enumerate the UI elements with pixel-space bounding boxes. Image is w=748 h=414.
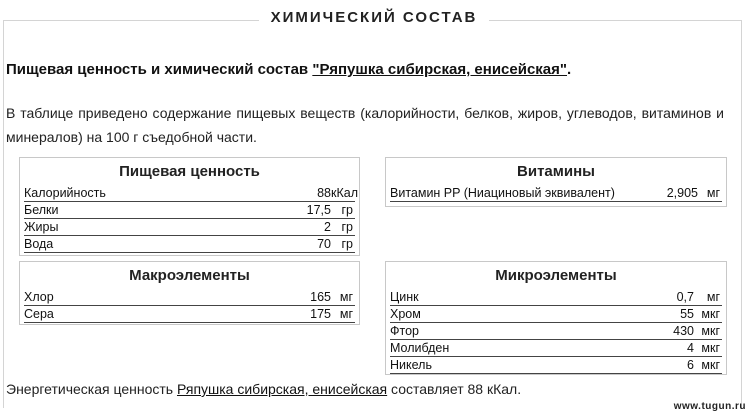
nutrient-name: Белки <box>24 203 59 217</box>
vitamins-table <box>385 157 727 207</box>
nutrient-unit: мкг <box>701 358 720 372</box>
nutrient-value: 0,7 <box>676 290 694 304</box>
nutrient-value: 6 <box>687 358 694 372</box>
nutrient-value: 17,5 <box>306 203 331 217</box>
nutrient-value: 88 <box>317 186 331 200</box>
product-link[interactable]: "Ряпушка сибирская, енисейская" <box>312 61 567 78</box>
macro-title: Макроэлементы <box>129 267 250 284</box>
nutrient-name: Хлор <box>24 290 54 304</box>
vitamins-row <box>390 185 722 202</box>
nutrient-name: Вода <box>24 237 54 251</box>
vitamins-title: Витамины <box>517 163 595 180</box>
micro-title: Микроэлементы <box>495 267 617 284</box>
macro-row <box>24 289 355 306</box>
nutrition-row <box>24 219 355 236</box>
nutrient-amount <box>687 357 722 373</box>
nutrient-name: Никель <box>390 358 432 372</box>
nutrient-amount <box>673 323 722 339</box>
nutrient-value: 55 <box>680 307 694 321</box>
nutrition-row <box>24 236 355 253</box>
nutrition-title: Пищевая ценность <box>119 163 260 180</box>
nutrient-unit: мкг <box>701 341 720 355</box>
nutrient-amount <box>317 185 358 201</box>
nutrient-value: 165 <box>310 290 331 304</box>
nutrient-name: Молибден <box>390 341 450 355</box>
micro-row <box>390 340 722 357</box>
nutrient-amount <box>687 340 722 356</box>
nutrient-unit: мкг <box>701 307 720 321</box>
footer-product-link[interactable]: Ряпушка сибирская, енисейская <box>176 381 388 397</box>
nutrient-unit: гр <box>341 237 353 251</box>
site-watermark: www.tugun.ru <box>673 401 746 412</box>
nutrient-unit: гр <box>341 220 353 234</box>
nutrient-value: 175 <box>310 307 331 321</box>
nutrient-name: Калорийность <box>24 186 106 200</box>
nutrient-unit: мкг <box>701 324 720 338</box>
nutrition-row <box>24 202 355 219</box>
nutrient-name: Цинк <box>390 290 419 304</box>
nutrient-unit: гр <box>341 203 353 217</box>
micro-table <box>385 261 727 375</box>
nutrient-unit: мг <box>339 307 353 321</box>
micro-row <box>390 323 722 340</box>
nutrition-row <box>24 185 358 202</box>
nutrition-table <box>19 157 360 256</box>
nutrient-unit: кКал <box>331 186 358 200</box>
nutrient-value: 430 <box>673 324 694 338</box>
nutrient-unit: мг <box>339 290 353 304</box>
micro-row <box>390 289 722 306</box>
section-title: ХИМИЧЕСКИЙ СОСТАВ <box>0 9 748 26</box>
micro-row <box>390 306 722 323</box>
nutrient-name: Хром <box>390 307 421 321</box>
nutrient-amount <box>310 289 355 305</box>
nutrient-amount <box>324 219 355 235</box>
nutrient-amount <box>667 185 722 201</box>
nutrient-name: Жиры <box>24 220 59 234</box>
nutrient-name: Сера <box>24 307 54 321</box>
micro-row <box>390 357 722 374</box>
nutrient-amount <box>310 306 355 322</box>
nutrient-value: 70 <box>317 237 331 251</box>
nutrient-value: 2 <box>324 220 331 234</box>
intro-text: В таблице приведено содержание пищевых веществ (калорийности, белков, жиров, углеводов, витаминов и минералов) на 100 г съедобной части. <box>6 105 724 145</box>
nutrient-amount <box>680 306 722 322</box>
macro-row <box>24 306 355 323</box>
nutrient-name: Витамин PP (Ниациновый эквивалент) <box>390 186 615 200</box>
macro-table <box>19 261 360 325</box>
nutrient-name: Фтор <box>390 324 419 338</box>
nutrient-amount <box>307 202 355 218</box>
nutrient-unit: мг <box>706 290 720 304</box>
nutrient-unit: мг <box>706 186 720 200</box>
page-subtitle: Пищевая ценность и химический состав "Ряпушка сибирская, енисейская". <box>6 61 572 78</box>
nutrient-amount <box>677 289 722 305</box>
nutrient-amount <box>317 236 355 252</box>
nutrient-value: 4 <box>687 341 694 355</box>
energy-footer: Энергетическая ценность Ряпушка сибирская, енисейская составляет 88 кКал. <box>6 381 522 397</box>
nutrient-value: 2,905 <box>666 186 698 200</box>
